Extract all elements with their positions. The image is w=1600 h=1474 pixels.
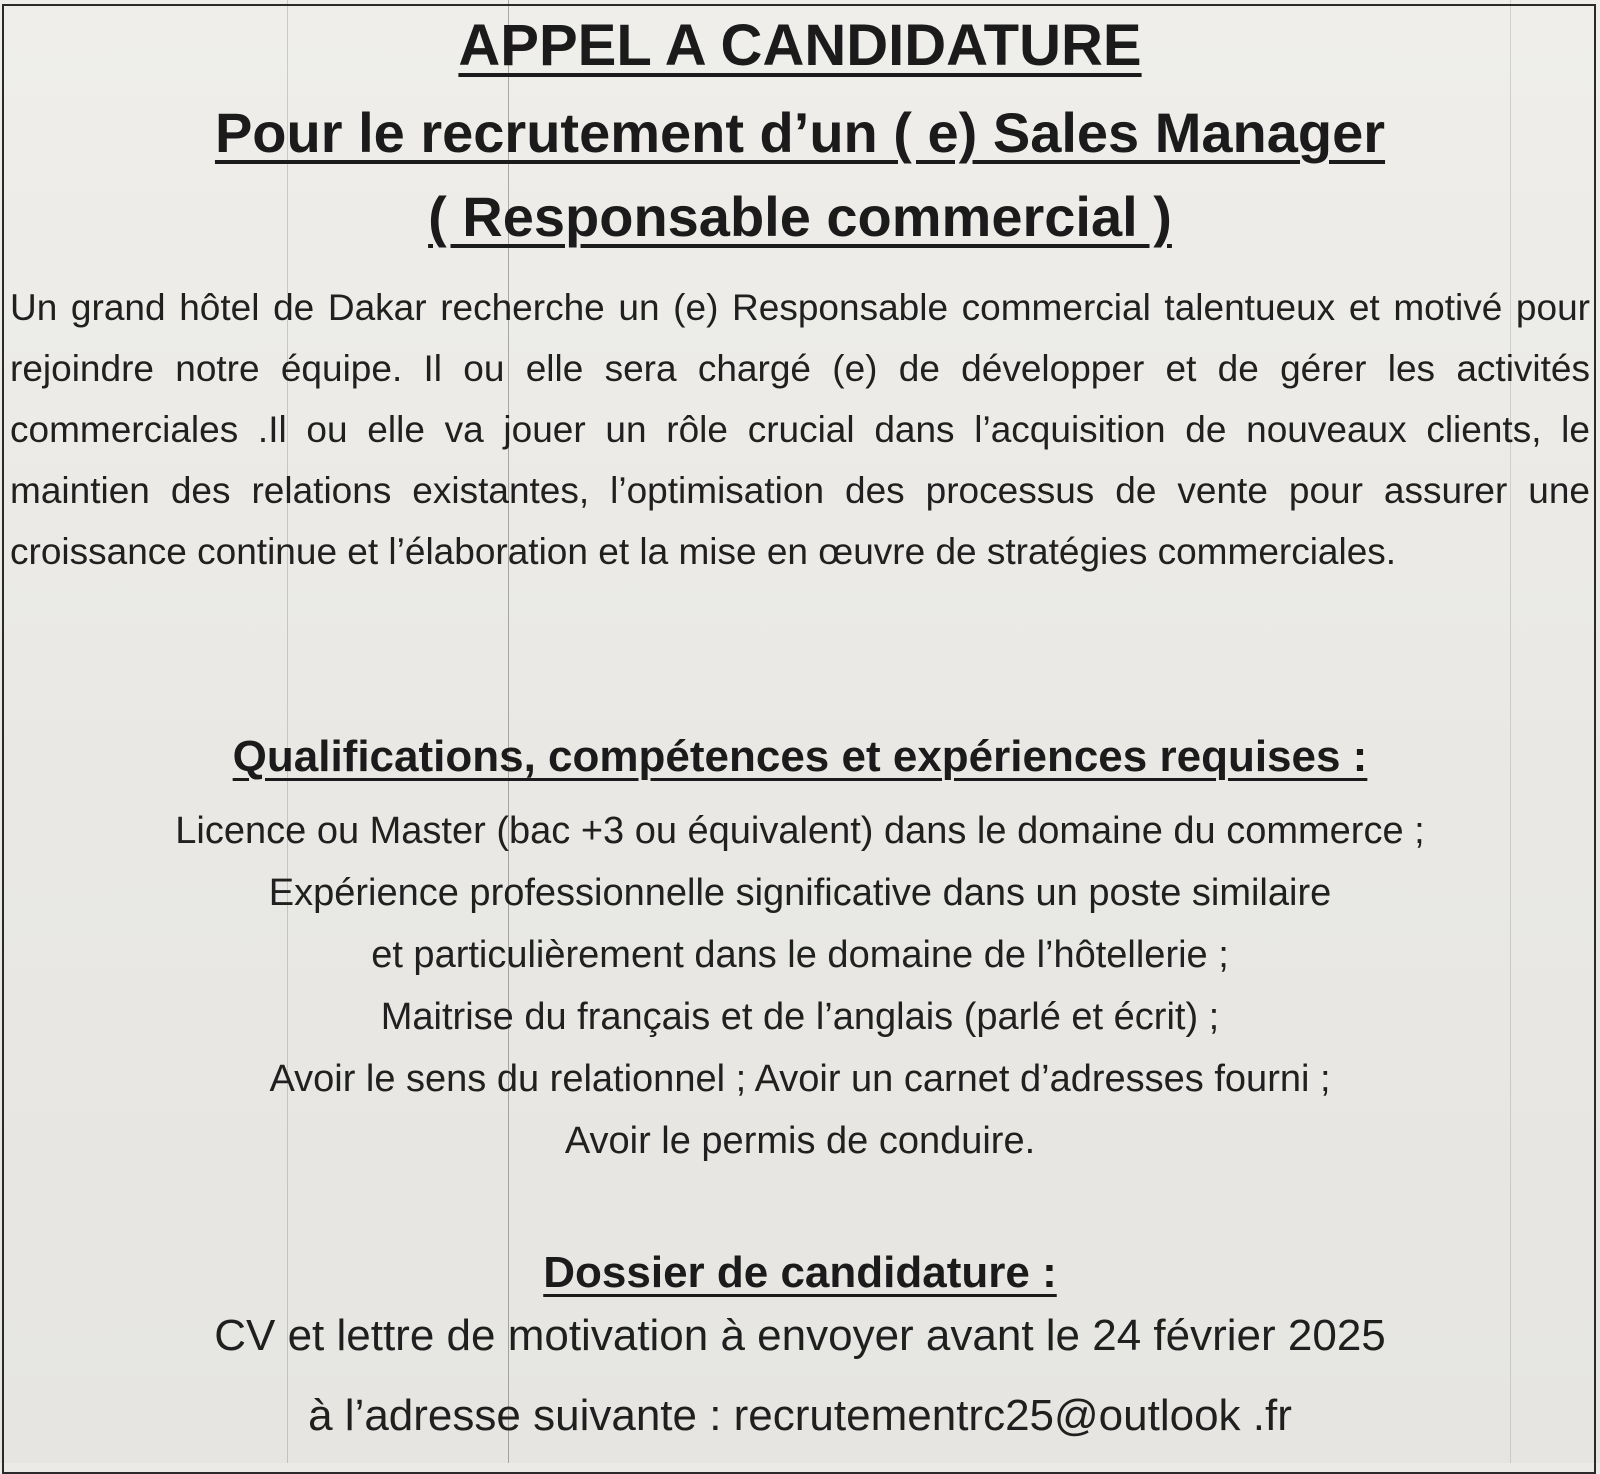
page-title: APPEL A CANDIDATURE (458, 13, 1142, 78)
application-title: Dossier de candidature : (543, 1248, 1057, 1297)
qualification-line: et particulièrement dans le domaine de l’hôtellerie ; (371, 934, 1229, 976)
qualification-line: Avoir le sens du relationnel ; Avoir un carnet d’adresses fourni ; (269, 1058, 1331, 1100)
page-subtitle-line1: Pour le recrutement d’un ( e) Sales Manager (214, 101, 1386, 164)
email-address[interactable]: recrutementrc25@outlook .fr (733, 1391, 1292, 1440)
application-details (0, 1296, 1600, 1456)
page-subtitle-line2: ( Responsable commercial ) (428, 185, 1172, 248)
qualification-line: Expérience professionnelle significative dans un poste similaire (268, 872, 1332, 914)
qualifications-list (0, 800, 1600, 1172)
qualifications-title: Qualifications, compétences et expériences requises : (232, 732, 1368, 781)
qualification-line: Licence ou Master (bac +3 ou équivalent) dans le domaine du commerce ; (175, 810, 1425, 852)
qualification-line: Avoir le permis de conduire. (564, 1120, 1036, 1162)
qualification-line: Maitrise du français et de l’anglais (parlé et écrit) ; (380, 996, 1220, 1038)
intro-paragraph: Un grand hôtel de Dakar recherche un (e) Responsable commercial talentueux et motivé pour rejoindre notre équipe. Il ou elle sera chargé (e) de développer et de gérer les activités commerciales .Il ou elle va jouer un rôle crucial dans l’acquisition de nouveaux clients, le maintien des relations existantes, l’optimisation des processus de vente pour assurer une croissance continue et l’élaboration et la mise en œuvre de stratégies commerciales. (10, 287, 1590, 572)
application-deadline-line: CV et lettre de motivation à envoyer avant le 24 février 2025 (214, 1311, 1386, 1360)
address-prefix: à l’adresse suivante : (308, 1391, 734, 1440)
application-address-line (0, 1376, 1600, 1456)
